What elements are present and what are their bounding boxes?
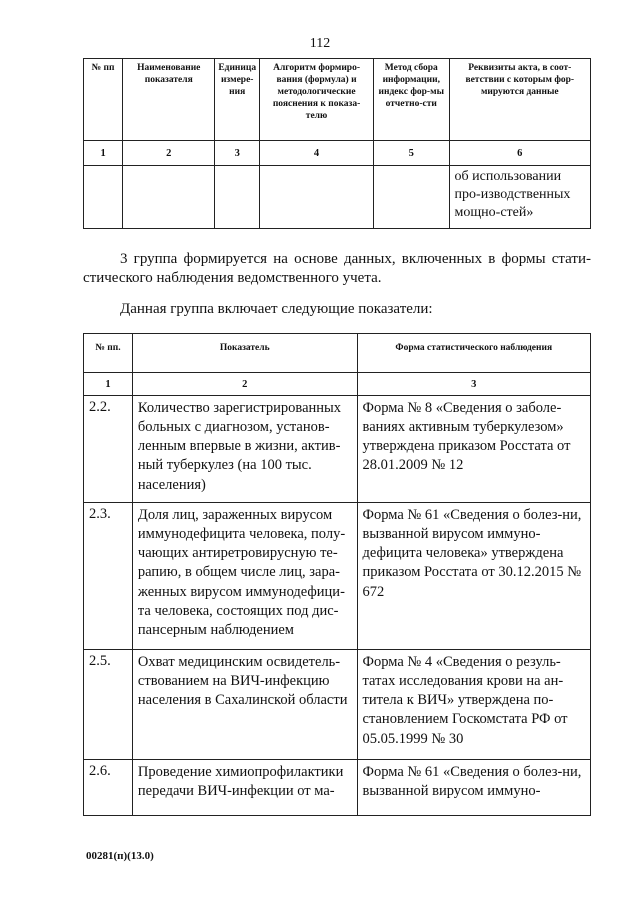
- continuation-text: об использовании про-изводственных мощно-стей»: [449, 166, 590, 229]
- column-number: 3: [357, 373, 590, 396]
- indicator-cell: Количество зарегистрированных больных с диагнозом, установ-ленным впервые в жизни, актив-ный туберкулез (на 100 тыс. населения): [132, 396, 357, 503]
- table-cell: [215, 166, 260, 229]
- indicator-cell: Проведение химиопрофилактики передачи ВИЧ-инфекции от ма-: [132, 760, 357, 816]
- indicator-methodology-table: [83, 58, 591, 229]
- table-row: [84, 760, 591, 816]
- column-number: 4: [260, 141, 374, 166]
- column-number: 3: [215, 141, 260, 166]
- table-header-row: [84, 334, 591, 373]
- form-cell: Форма № 4 «Сведения о резуль-татах исследования крови на ан-титела к ВИЧ» утверждена по-становлением Госкомстата РФ от 05.05.1999 № 30: [357, 650, 590, 760]
- form-cell: Форма № 61 «Сведения о болез-ни, вызванной вирусом иммуно-: [357, 760, 590, 816]
- column-header: Показатель: [132, 334, 357, 373]
- indicators-table: [83, 333, 591, 816]
- column-number: 1: [84, 373, 133, 396]
- table-cell: [373, 166, 449, 229]
- group-description-paragraph: 3 группа формируется на основе данных, включенных в формы стати-стического наблюдения ведомственного учета.: [83, 251, 591, 287]
- table-row: [84, 166, 591, 229]
- column-number: 2: [132, 373, 357, 396]
- row-number: 2.2.: [84, 396, 133, 503]
- indicator-cell: Доля лиц, зараженных вирусом иммунодефицита человека, полу-чающих антиретровирусную те-рапию, в общем числе лиц, зара-женных вирусом иммунодефици-та человека, состоящих под дис-пансерным наблюдением: [132, 503, 357, 650]
- column-header: № пп.: [84, 334, 133, 373]
- row-number: 2.6.: [84, 760, 133, 816]
- column-header: Форма статистического наблюдения: [357, 334, 590, 373]
- column-number-row: [84, 373, 591, 396]
- document-code-footer: 00281(п)(13.0): [86, 850, 154, 862]
- table-row: [84, 396, 591, 503]
- column-header: Единица измере-ния: [215, 59, 260, 141]
- form-cell: Форма № 61 «Сведения о болез-ни, вызванной вирусом иммуно-дефицита человека» утверждена приказом Росстата от 30.12.2015 № 672: [357, 503, 590, 650]
- column-number: 6: [449, 141, 590, 166]
- table-cell: [123, 166, 215, 229]
- column-header: Алгоритм формиро-вания (формула) и методологические пояснения к показа-телю: [260, 59, 374, 141]
- column-number-row: [84, 141, 591, 166]
- table-row: [84, 503, 591, 650]
- table-cell: [260, 166, 374, 229]
- form-cell: Форма № 8 «Сведения о заболе-ваниях активным туберкулезом» утверждена приказом Росстата от 28.01.2009 № 12: [357, 396, 590, 503]
- column-header: № пп: [84, 59, 123, 141]
- table-cell: [84, 166, 123, 229]
- column-header: Наименование показателя: [123, 59, 215, 141]
- table-row: [84, 650, 591, 760]
- column-number: 1: [84, 141, 123, 166]
- row-number: 2.5.: [84, 650, 133, 760]
- page-number: 112: [309, 36, 331, 51]
- column-number: 5: [373, 141, 449, 166]
- table-header-row: [84, 59, 591, 141]
- column-header: Реквизиты акта, в соот-ветствии с которым фор-мируются данные: [449, 59, 590, 141]
- column-number: 2: [123, 141, 215, 166]
- group-intro-paragraph: Данная группа включает следующие показатели:: [120, 301, 433, 317]
- column-header: Метод сбора информации, индекс фор-мы отчетно-сти: [373, 59, 449, 141]
- row-number: 2.3.: [84, 503, 133, 650]
- indicator-cell: Охват медицинским освидетель-ствованием на ВИЧ-инфекцию населения в Сахалинской области: [132, 650, 357, 760]
